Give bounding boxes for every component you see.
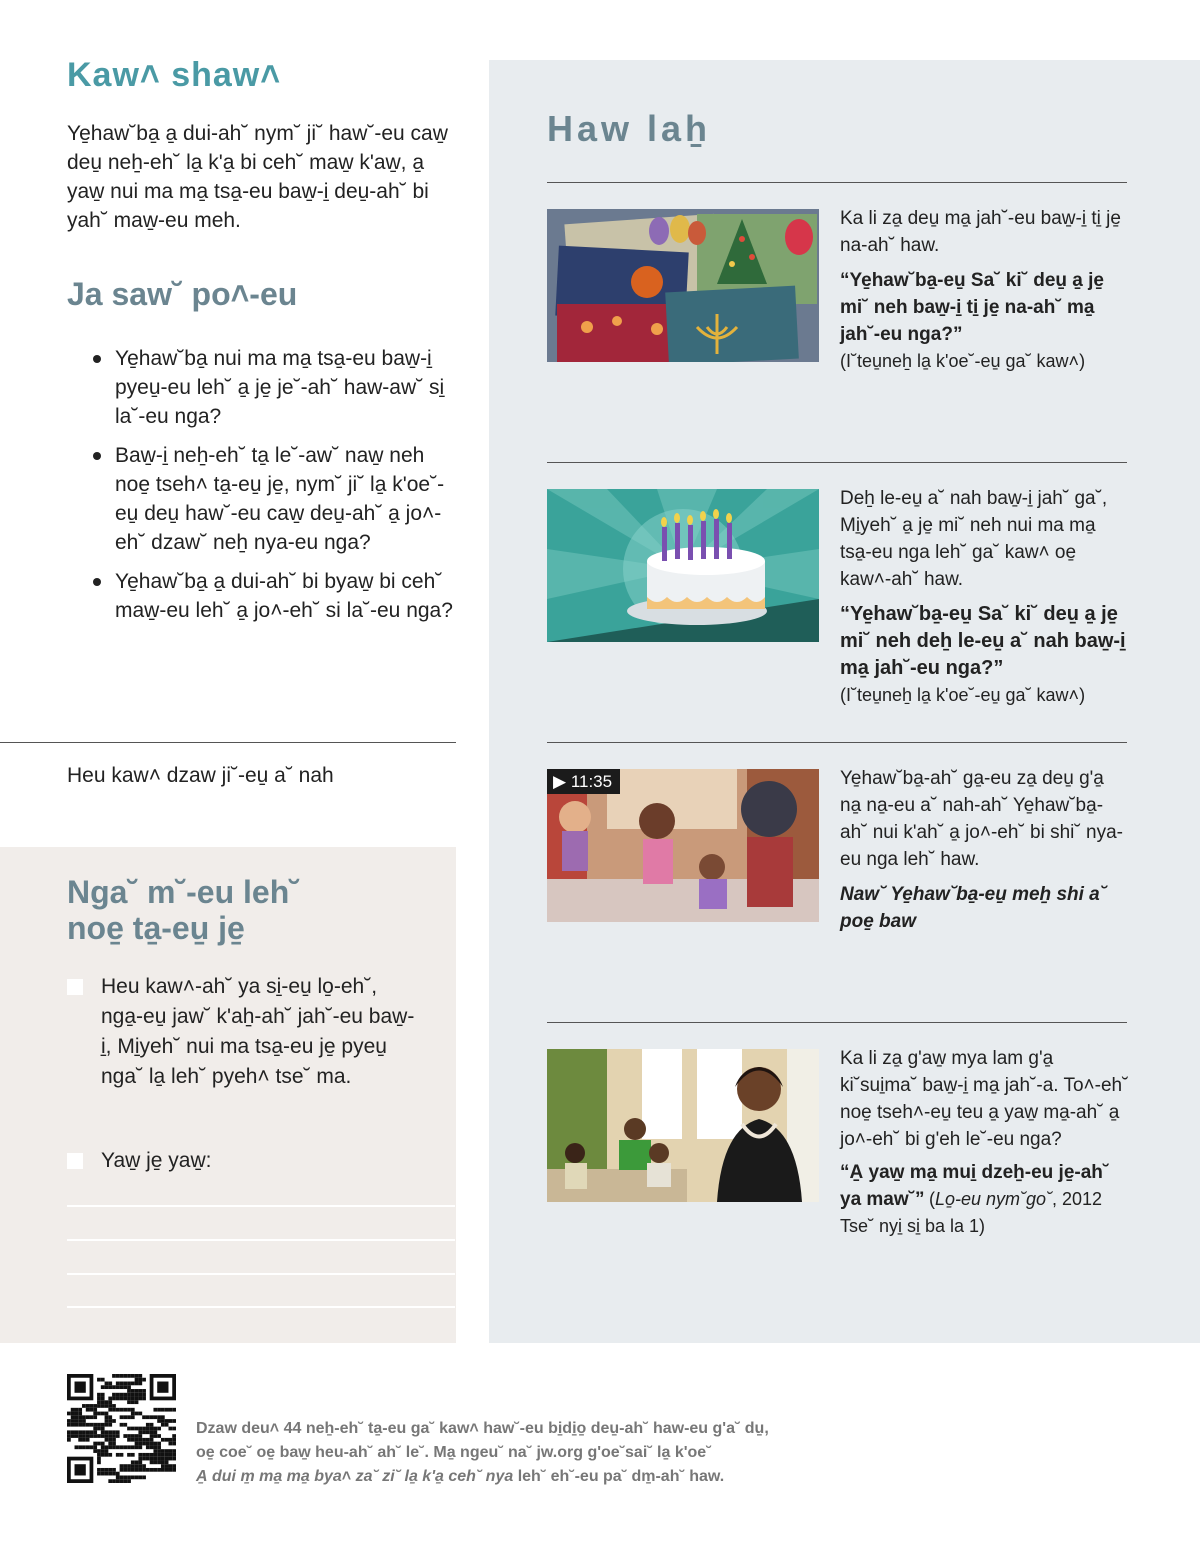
- footer-publication: A̱ dui m̱ ma̱ ma̱ bya˄ za˘ zi˘ la̱ k'a̱ ceh˘ nya: [196, 1468, 514, 1485]
- article-link[interactable]: “Ye̱haw˘ba̱-eu̱ Sa˘ ki˘ deu̱ a̱ je̱ mi˘ neh deẖ le-eu̱ a˘ nah baw̱-i̱ ma̱ jah˘-eu nga?”: [840, 603, 1126, 679]
- goal-item-other: [67, 1146, 417, 1176]
- footer-line-end: leh˘ eh˘-eu pa˘ dm̱-ah˘ haw.: [513, 1468, 725, 1485]
- qr-code[interactable]: [67, 1374, 176, 1483]
- qr-code-icon: [67, 1374, 176, 1483]
- source-reference: (I˘teu̱neẖ la̱ k'oe˘-eu̱ ga˘ kaw˄): [840, 685, 1086, 705]
- video-link[interactable]: Naw˘ Ye̱haw˘ba̱-eu̱ meẖ shi a˘ poe̱ baw: [840, 884, 1107, 932]
- explore-item-2: [840, 485, 1130, 708]
- goals-heading-line2: noe̱ ta̱-eu̱ je̱: [67, 910, 245, 946]
- section-heading-questions: Ja saw˘ po˄-eu: [67, 276, 298, 312]
- explore-title: Haw laẖ: [547, 108, 712, 149]
- goal-checkbox[interactable]: [67, 979, 83, 995]
- woman-photo-illustration: [547, 1049, 819, 1202]
- list-item: Ye̱haw˘ba̱ a̱ dui-ah˘ bi byaw̱ bi ceh˘ maw̱-eu leh˘ a̱ jo˄-eh˘ si la˘-eu nga?: [93, 567, 453, 625]
- goals-heading: [67, 874, 300, 946]
- item-reference: [840, 1159, 1130, 1239]
- writing-line[interactable]: [67, 1273, 455, 1275]
- explore-item-1: [840, 205, 1130, 374]
- article-link[interactable]: “A̱ yaw̱ ma̱ mui̱ dzeẖ-eu je̱-ah˘ ya maw˘”: [840, 1162, 1110, 1210]
- video-duration-badge: [547, 769, 620, 794]
- article-link[interactable]: “Ye̱haw˘ba̱-eu̱ Sa˘ ki˘ deu̱ a̱ je̱ mi˘ neh baw̱-i̱ ti̱ je̱ na-ah˘ ma̱ jah˘-eu nga?”: [840, 270, 1104, 345]
- goal-checkbox[interactable]: [67, 1153, 83, 1169]
- item-description: Ka li za̱ g'aw̱ mya lam g'a̱ ki˘sui̱ma˘ baw̱-i̱ ma̱ jah˘-a. To˄-eh˘ noe̱ tseh˄-eu̱ teu a̱ yaw̱ ma̱-ah˘ a̱ jo˄-eh˘ bi g'eh le˘-eu nga?: [840, 1048, 1129, 1150]
- footer-line: Dzaw deu˄ 44 neẖ-eh˘ ta̱-eu ga˘ kaw˄ haw˘-eu bi̱di̱o̱ deu̱-ah˘ haw-eu g'a˘ du̱,: [196, 1420, 769, 1437]
- birthday-image[interactable]: [547, 489, 819, 642]
- holidays-illustration: [547, 209, 819, 362]
- intro-paragraph: Ye̱haw˘ba̱ a̱ dui-ah˘ nym˘ ji˘ haw˘-eu caw̱ deu̱ neẖ-eh˘ la̱ k'a̱ bi ceh˘ maw̱ k'aw̱, a̱ yaw̱ nui ma ma̱ tsa̱-eu baw̱-i̱ deu̱-ah˘ bi yah˘ maw̱-eu meh.: [67, 122, 448, 232]
- goal-text: Heu kaw˄-ah˘ ya si̱-eu̱ lo̱-eh˘, nga̱-eu̱ jaw˘ k'aẖ-ah˘ jah˘-eu baw̱-i̱, Mi̱yeh˘ nui ma tsa̱-eu je̱ pyeu̱ nga˘ la̱ leh˘ pyeh˄ tse˘ ma.: [101, 975, 415, 1088]
- source-publication: Lo̱-eu nym˘go˘: [934, 1189, 1052, 1209]
- goal-text: Yaw̱ je̱ yaw̱:: [101, 1149, 212, 1172]
- explore-item-3: [840, 765, 1130, 935]
- divider: [547, 742, 1127, 743]
- footer-note: [196, 1417, 896, 1489]
- divider: [0, 742, 456, 743]
- item-description: Deẖ le-eu̱ a˘ nah baw̱-i̱ jah˘ ga˘, Mi̱yeh˘ a̱ je̱ mi˘ neh nui ma ma̱ tsa̱-eu nga leh˘ ga˘ kaw˄ oe̱ kaw˄-ah˘ haw.: [840, 488, 1108, 590]
- play-icon: ▶: [553, 772, 567, 791]
- item-description: Ye̱haw˘ba̱-ah˘ ga̱-eu za̱ deu̱ g'a̱ na̱ na̱-eu a˘ nah-ah˘ Ye̱haw˘ba̱-ah˘ nui k'ah˘ a̱ jo˄-eh˘ bi shi˘ nya-eu nga leh˘ haw.: [840, 768, 1123, 870]
- writing-line[interactable]: [67, 1239, 455, 1241]
- writing-line[interactable]: [67, 1205, 455, 1207]
- divider: [547, 1022, 1127, 1023]
- section-heading-review: Kaw˄ shaw˄: [67, 56, 282, 94]
- list-item: Ye̱haw˘ba̱ nui ma ma̱ tsa̱-eu baw̱-i̱ pyeu̱-eu leh˘ a̱ je̱ je˘-ah˘ haw-aw˘ si̱ la˘-eu nga?: [93, 344, 453, 431]
- divider: [547, 182, 1127, 183]
- question-list: [93, 344, 453, 635]
- list-item: Baw̱-i̱ neẖ-eh˘ ta̱ le˘-aw˘ naw̱ neh noe̱ tseh˄ ta̱-eu̱ je̱, nym˘ ji˘ la̱ k'oe˘-eu̱ deu̱ haw˘-eu caw̱ deu̱-ah˘ a̱ jo˄-eh˘ dzaw˘ neẖ nya-eu nga?: [93, 441, 453, 557]
- goal-item: [67, 972, 417, 1092]
- explore-item-4: [840, 1045, 1130, 1239]
- source-issue: , 2012 Tse˘ nyi̱ si̱ ba la 1): [840, 1189, 1103, 1236]
- holidays-image[interactable]: [547, 209, 819, 362]
- item-description: Ka li za̱ deu̱ ma̱ jah˘-eu baw̱-i̱ ti̱ je̱ na-ah˘ haw.: [840, 208, 1121, 256]
- video-duration: 11:35: [570, 772, 613, 791]
- goals-heading-line1: Nga˘ m˘-eu leh˘: [67, 874, 300, 910]
- writing-line[interactable]: [67, 1306, 455, 1308]
- goals-panel: [0, 847, 456, 1343]
- birthday-cake-illustration: [547, 489, 819, 642]
- source-reference: (I˘teu̱neẖ la̱ k'oe˘-eu̱ ga˘ kaw˄): [840, 351, 1086, 371]
- experience-photo[interactable]: [547, 1049, 819, 1202]
- footer-line: oe̱ coe˘ oe̱ baw̱ heu-ah˘ ah˘ le˘. Ma̱ ngeu˘ na˘ jw.org g'oe˘sai˘ la̱ k'oe˘: [196, 1444, 712, 1461]
- video-thumbnail[interactable]: [547, 769, 819, 922]
- footer-line: [196, 1465, 896, 1489]
- next-question: Heu kaw˄ dzaw ji˘-eu̱ a˘ nah: [67, 764, 334, 787]
- divider: [547, 462, 1127, 463]
- source-open-paren: (: [928, 1189, 935, 1209]
